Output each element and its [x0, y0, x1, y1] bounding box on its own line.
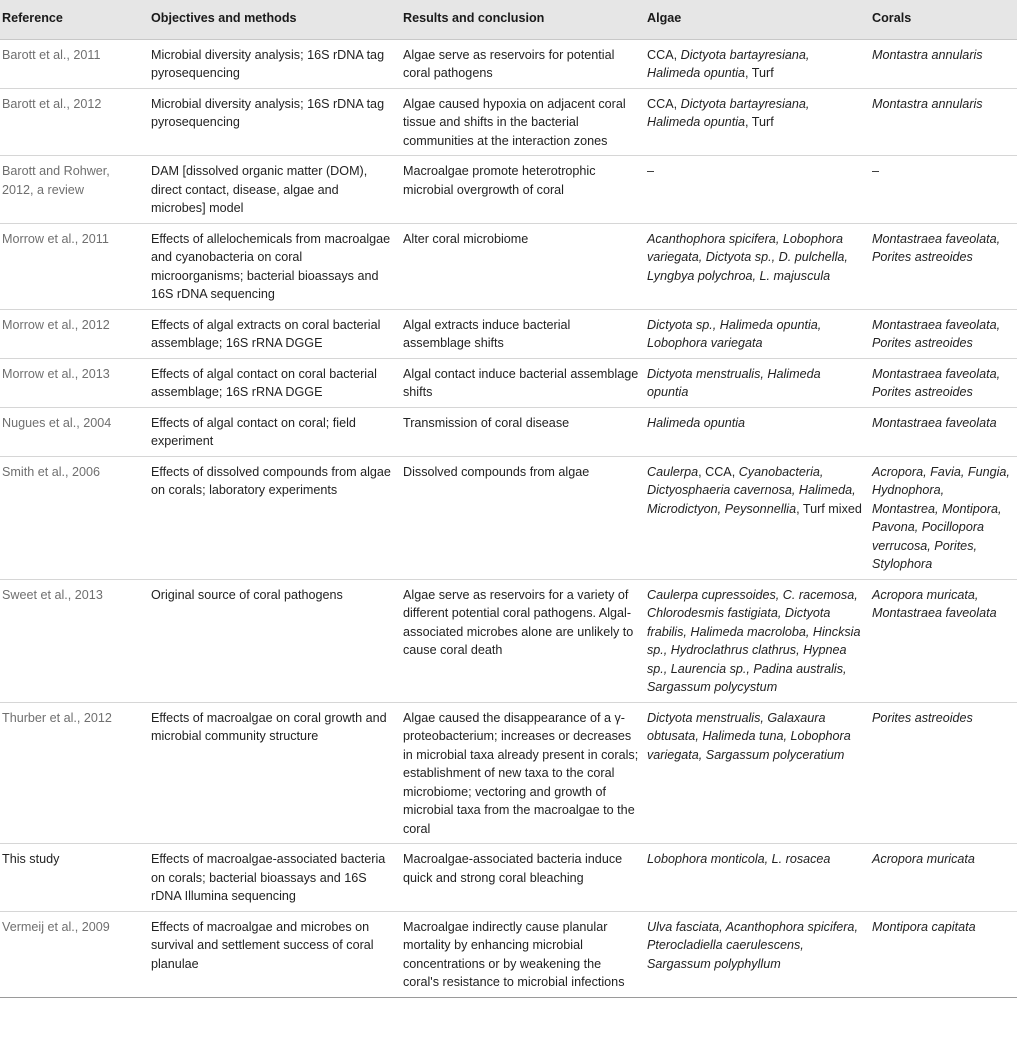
cell-corals [870, 358, 1017, 407]
cell-algae-segment: Dictyota menstrualis, Galaxaura obtusata, Halimeda tuna, Lobophora variegata, Sargassum polyceratium [647, 710, 851, 762]
table-row [0, 579, 1017, 702]
header-reference: Reference [0, 0, 149, 39]
cell-algae [645, 156, 870, 224]
cell-results: Transmission of coral disease [401, 407, 645, 456]
header-results: Results and conclusion [401, 0, 645, 39]
cell-algae [645, 844, 870, 912]
cell-algae-segment: – [647, 164, 655, 178]
cell-results: Algal contact induce bacterial assemblage shifts [401, 358, 645, 407]
cell-corals-segment: Montastraea faveolata [872, 415, 997, 430]
cell-results: Dissolved compounds from algae [401, 456, 645, 579]
cell-algae-segment: , Turf [745, 66, 774, 80]
cell-objectives: Effects of dissolved compounds from algae on corals; laboratory experiments [149, 456, 401, 579]
header-objectives: Objectives and methods [149, 0, 401, 39]
cell-corals [870, 39, 1017, 88]
cell-algae [645, 39, 870, 88]
table-header [0, 0, 1017, 39]
cell-corals [870, 88, 1017, 156]
cell-algae-segment: Lobophora monticola, L. rosacea [647, 852, 831, 866]
cell-corals [870, 407, 1017, 456]
cell-objectives: Effects of macroalgae on coral growth and microbial community structure [149, 702, 401, 844]
cell-corals-segment: Montipora capitata [872, 919, 976, 934]
cell-objectives: Effects of algal contact on coral; field experiment [149, 407, 401, 456]
cell-algae [645, 309, 870, 358]
header-row [0, 0, 1017, 39]
cell-algae-segment: Dictyota sp., Halimeda opuntia, Lobophora variegata [647, 317, 822, 350]
cell-algae [645, 407, 870, 456]
table-row [0, 407, 1017, 456]
cell-objectives: Effects of macroalgae-associated bacteria on corals; bacterial bioassays and 16S rDNA Illumina sequencing [149, 844, 401, 912]
cell-reference: Sweet et al., 2013 [0, 579, 149, 702]
cell-objectives: Effects of algal extracts on coral bacterial assemblage; 16S rRNA DGGE [149, 309, 401, 358]
table-row [0, 358, 1017, 407]
cell-reference: Morrow et al., 2013 [0, 358, 149, 407]
cell-corals [870, 309, 1017, 358]
cell-algae-segment: CCA, [647, 47, 681, 62]
cell-algae [645, 358, 870, 407]
cell-algae-segment: Ulva fasciata, Acanthophora spicifera, Pterocladiella caerulescens, Sargassum polyphyllum [647, 919, 858, 971]
cell-algae-segment: CCA, [647, 96, 681, 111]
table-body [0, 39, 1017, 997]
cell-results: Algal extracts induce bacterial assemblage shifts [401, 309, 645, 358]
cell-corals-segment: Montastraea faveolata, Porites astreoides [872, 317, 1001, 350]
cell-objectives: Microbial diversity analysis; 16S rDNA tag pyrosequencing [149, 88, 401, 156]
cell-algae-segment: Caulerpa cupressoides, C. racemosa, Chlorodesmis fastigiata, Dictyota frabilis, Halimeda macroloba, Hincksia sp., Hydroclathrus clathrus, Hypnea sp., Laurencia sp., Padina australis, Sargassum polycystum [647, 587, 861, 694]
cell-algae-segment: , Turf mixed [796, 501, 862, 516]
cell-algae-segment: Halimeda opuntia [647, 415, 746, 430]
cell-algae [645, 579, 870, 702]
cell-reference: Barott et al., 2012 [0, 88, 149, 156]
header-algae: Algae [645, 0, 870, 39]
cell-corals-segment: Montastraea faveolata, Porites astreoides [872, 231, 1001, 264]
table-row [0, 911, 1017, 997]
cell-algae [645, 456, 870, 579]
cell-algae [645, 911, 870, 997]
cell-reference: Morrow et al., 2012 [0, 309, 149, 358]
cell-results: Alter coral microbiome [401, 223, 645, 309]
cell-algae-segment: Cyanobacteria, Dictyosphaeria cavernosa, Halimeda, Microdictyon, Peysonnellia [647, 464, 856, 516]
cell-corals [870, 456, 1017, 579]
cell-corals-segment: Montastra annularis [872, 96, 983, 111]
cell-corals [870, 702, 1017, 844]
cell-reference: Nugues et al., 2004 [0, 407, 149, 456]
cell-results: Macroalgae indirectly cause planular mortality by enhancing microbial concentrations or by weakening the coral's resistance to microbial infections [401, 911, 645, 997]
cell-results: Macroalgae-associated bacteria induce quick and strong coral bleaching [401, 844, 645, 912]
table-row [0, 88, 1017, 156]
table-row [0, 456, 1017, 579]
cell-objectives: Microbial diversity analysis; 16S rDNA tag pyrosequencing [149, 39, 401, 88]
table-row [0, 39, 1017, 88]
cell-corals [870, 223, 1017, 309]
cell-algae [645, 702, 870, 844]
cell-results: Macroalgae promote heterotrophic microbial overgrowth of coral [401, 156, 645, 224]
cell-corals-segment: Montastraea faveolata, Porites astreoides [872, 366, 1001, 399]
table-row [0, 702, 1017, 844]
cell-results: Algae caused the disappearance of a γ-proteobacterium; increases or decreases in microbial taxa already present in corals; establishment of new taxa to the coral microbiome; vectoring and growth of microbial taxa from the macroalgae to the coral [401, 702, 645, 844]
cell-results: Algae serve as reservoirs for a variety of different potential coral pathogens. Algal-associated microbes alone are unlikely to cause coral death [401, 579, 645, 702]
cell-algae [645, 223, 870, 309]
cell-corals-segment: Acropora, Favia, Fungia, Hydnophora, Montastrea, Montipora, Pavona, Pocillopora verrucosa, Porites, Stylophora [872, 464, 1010, 571]
cell-corals [870, 911, 1017, 997]
cell-algae-segment: , CCA, [698, 464, 739, 479]
cell-objectives: DAM [dissolved organic matter (DOM), direct contact, disease, algae and microbes] model [149, 156, 401, 224]
cell-corals [870, 579, 1017, 702]
cell-algae-segment: Dictyota bartayresiana, Halimeda opuntia [647, 47, 810, 80]
cell-corals-segment: Acropora muricata [872, 852, 975, 866]
header-corals: Corals [870, 0, 1017, 39]
table-row [0, 223, 1017, 309]
cell-results: Algae caused hypoxia on adjacent coral tissue and shifts in the bacterial communities at the interaction zones [401, 88, 645, 156]
cell-objectives: Original source of coral pathogens [149, 579, 401, 702]
cell-objectives: Effects of macroalgae and microbes on survival and settlement success of coral planulae [149, 911, 401, 997]
cell-algae-segment: Dictyota bartayresiana, Halimeda opuntia [647, 96, 810, 129]
cell-corals-segment: Montastra annularis [872, 47, 983, 62]
cell-reference: Morrow et al., 2011 [0, 223, 149, 309]
cell-reference: Barott and Rohwer, 2012, a review [0, 156, 149, 224]
cell-corals [870, 156, 1017, 224]
table-row [0, 309, 1017, 358]
cell-algae-segment: Acanthophora spicifera, Lobophora variegata, Dictyota sp., D. pulchella, Lyngbya polychroa, L. majuscula [647, 231, 848, 283]
cell-algae [645, 88, 870, 156]
cell-algae-segment: Dictyota menstrualis, Halimeda opuntia [647, 366, 821, 399]
cell-reference: Vermeij et al., 2009 [0, 911, 149, 997]
cell-algae-segment: , Turf [745, 115, 774, 129]
cell-algae-segment: Caulerpa [647, 464, 699, 479]
cell-objectives: Effects of algal contact on coral bacterial assemblage; 16S rRNA DGGE [149, 358, 401, 407]
table-row [0, 844, 1017, 912]
cell-corals-segment: Acropora muricata, Montastraea faveolata [872, 587, 997, 620]
cell-corals-segment: Porites astreoides [872, 710, 973, 725]
cell-reference: Barott et al., 2011 [0, 39, 149, 88]
cell-reference: This study [0, 844, 149, 912]
table-row [0, 156, 1017, 224]
cell-results: Algae serve as reservoirs for potential coral pathogens [401, 39, 645, 88]
cell-objectives: Effects of allelochemicals from macroalgae and cyanobacteria on coral microorganisms; bacterial bioassays and 16S rDNA sequencing [149, 223, 401, 309]
cell-reference: Thurber et al., 2012 [0, 702, 149, 844]
cell-reference: Smith et al., 2006 [0, 456, 149, 579]
cell-corals-segment: – [872, 164, 880, 178]
cell-corals [870, 844, 1017, 912]
